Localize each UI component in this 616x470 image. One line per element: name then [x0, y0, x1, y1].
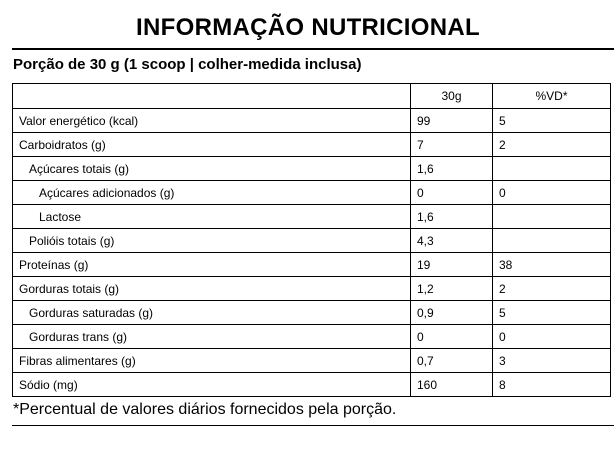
table-row: [13, 205, 611, 229]
nutrient-name: Gorduras totais (g): [13, 277, 411, 301]
nutrient-amount: 0,9: [411, 301, 493, 325]
table-row: [13, 109, 611, 133]
bottom-divider: [12, 425, 614, 426]
table-row: [13, 373, 611, 397]
nutrient-name: Valor energético (kcal): [13, 109, 411, 133]
header-daily-value: %VD*: [493, 84, 611, 109]
header-amount: 30g: [411, 84, 493, 109]
nutrient-name: Açúcares adicionados (g): [13, 181, 411, 205]
table-row: [13, 157, 611, 181]
table-row: [13, 325, 611, 349]
nutrient-amount: 7: [411, 133, 493, 157]
table-row: [13, 181, 611, 205]
table-row: [13, 253, 611, 277]
nutrient-name: Açúcares totais (g): [13, 157, 411, 181]
nutrient-daily-value: 2: [493, 133, 611, 157]
footnote: *Percentual de valores diários fornecidos pela porção.: [13, 401, 397, 418]
nutrient-daily-value: 8: [493, 373, 611, 397]
nutrient-daily-value: 0: [493, 181, 611, 205]
table-row: [13, 133, 611, 157]
nutrient-daily-value: 5: [493, 109, 611, 133]
nutrient-name: Carboidratos (g): [13, 133, 411, 157]
title-divider: [12, 48, 614, 50]
nutrient-name: Gorduras saturadas (g): [13, 301, 411, 325]
nutrient-amount: 160: [411, 373, 493, 397]
nutrition-table: [12, 83, 611, 397]
nutrition-table-container: [12, 83, 614, 397]
nutrient-amount: 1,6: [411, 157, 493, 181]
table-row: [13, 349, 611, 373]
table-row: [13, 229, 611, 253]
nutrient-daily-value: [493, 205, 611, 229]
header-nutrient: [13, 84, 411, 109]
nutrient-amount: 0,7: [411, 349, 493, 373]
table-row: [13, 277, 611, 301]
nutrient-daily-value: [493, 157, 611, 181]
nutrient-daily-value: 38: [493, 253, 611, 277]
nutrient-name: Lactose: [13, 205, 411, 229]
table-row: [13, 301, 611, 325]
nutrient-name: Sódio (mg): [13, 373, 411, 397]
nutrient-daily-value: 3: [493, 349, 611, 373]
nutrient-amount: 0: [411, 181, 493, 205]
nutrient-amount: 1,6: [411, 205, 493, 229]
table-header-row: [13, 84, 611, 109]
nutrient-name: Gorduras trans (g): [13, 325, 411, 349]
nutrient-amount: 1,2: [411, 277, 493, 301]
nutrient-amount: 19: [411, 253, 493, 277]
nutrient-amount: 0: [411, 325, 493, 349]
nutrient-daily-value: 0: [493, 325, 611, 349]
nutrient-amount: 4,3: [411, 229, 493, 253]
nutrient-amount: 99: [411, 109, 493, 133]
nutrient-daily-value: 5: [493, 301, 611, 325]
nutrient-name: Polióis totais (g): [13, 229, 411, 253]
nutrient-name: Proteínas (g): [13, 253, 411, 277]
page-title: INFORMAÇÃO NUTRICIONAL: [136, 14, 480, 41]
nutrient-daily-value: [493, 229, 611, 253]
nutrient-name: Fibras alimentares (g): [13, 349, 411, 373]
nutrient-daily-value: 2: [493, 277, 611, 301]
serving-size: Porção de 30 g (1 scoop | colher-medida inclusa): [13, 56, 362, 73]
